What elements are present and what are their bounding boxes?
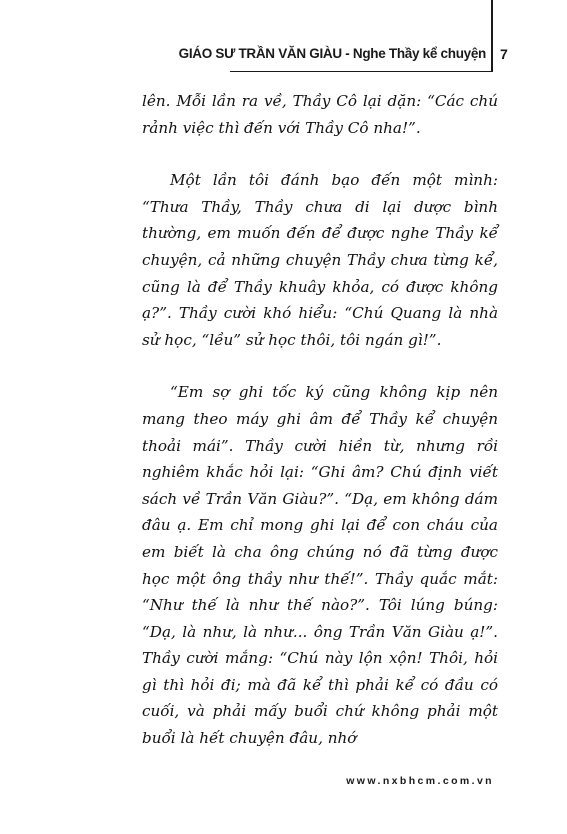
header-vertical-rule bbox=[491, 0, 493, 72]
page-number: 7 bbox=[500, 46, 508, 62]
paragraph-2: Một lần tôi đánh bạo đến một mình: “Thưa Thầy, Thầy chưa di lại dược bình thường, em muốn đến để được nghe Thầy kể chuyện, cả những chuyện Thầy chưa từng kể, cũng là để Thầy khuây khỏa, có được không ạ?”. Thầy cười khó hiểu: “Chú Quang là nhà sử học, “lều” sử học thôi, tôi ngán gì!”. bbox=[142, 171, 498, 349]
footer-website: www.nxbhcm.com.vn bbox=[346, 775, 494, 787]
header-underline bbox=[230, 71, 493, 72]
paragraph-1: lên. Mỗi lần ra về, Thầy Cô lại dặn: “Các chú rảnh việc thì đến với Thầy Cô nha!”. bbox=[142, 92, 498, 137]
paragraph-3: “Em sợ ghi tốc ký cũng không kịp nên mang theo máy ghi âm để Thầy kể chuyện thoải mái”. Thầy cười hiền từ, nhưng rồi nghiêm khắc hỏi lại: “Ghi âm? Chú định viết sách về Trần Văn Giàu?”. “Dạ, em không dám đâu ạ. Em chỉ mong ghi lại để con cháu của em biết là cha ông chúng nó đã từng được học một ông thầy như thế!”. Thầy quắc mắt: “Như thế là như thế nào?”. Tôi lúng búng: “Dạ, là như, là như... ông Trần Văn Giàu ạ!”. Thầy cười mắng: “Chú này lộn xộn! Thôi, hỏi gì thì hỏi đi; mà đã kể thì phải kể có đầu có cuối, và phải mấy buổi chứ không phải một buổi là hết chuyện đâu, nhớ bbox=[142, 383, 498, 748]
running-header-title: GIÁO SƯ TRẦN VĂN GIÀU - Nghe Thầy kể chuyện bbox=[178, 46, 486, 61]
body-text bbox=[142, 88, 498, 752]
